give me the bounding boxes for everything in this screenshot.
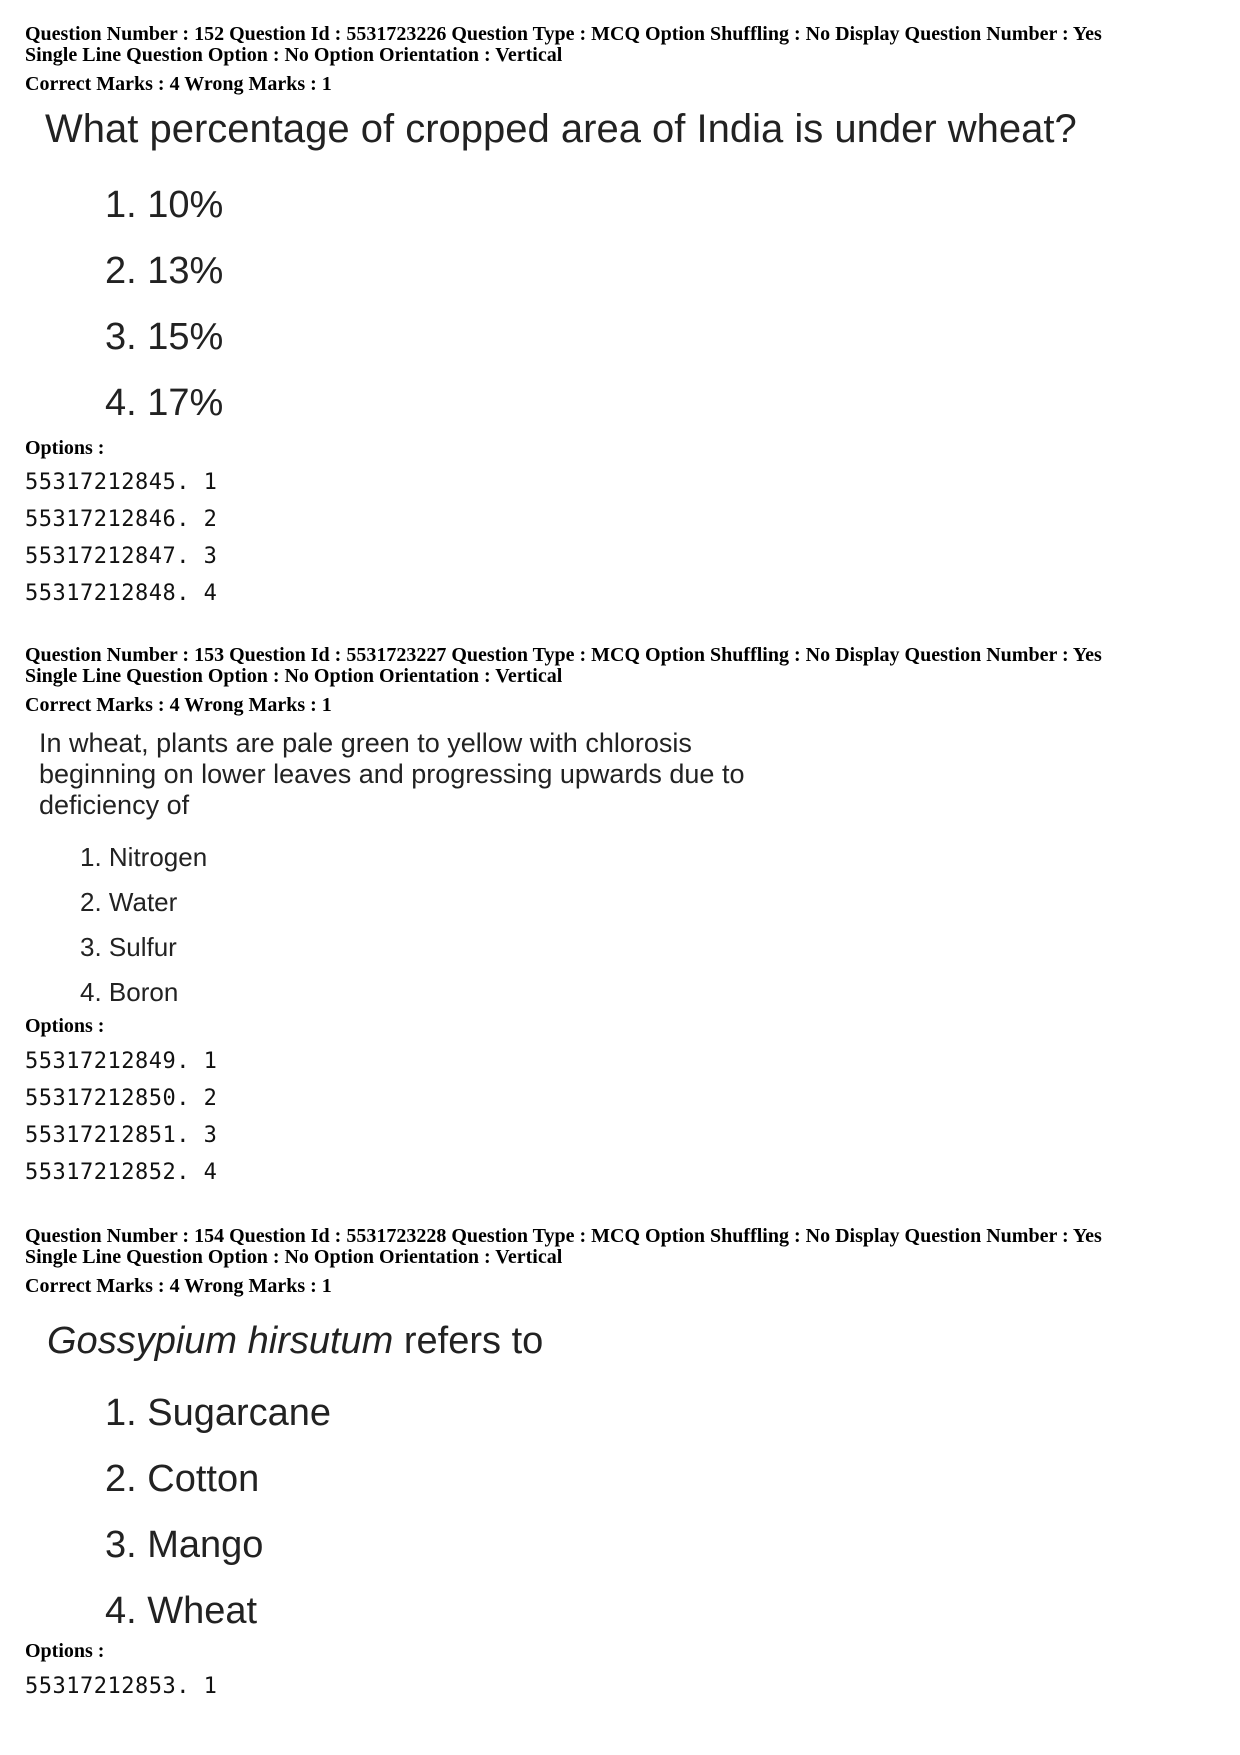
option-id-list	[25, 1668, 217, 1705]
choice-item: 4. Boron	[80, 977, 179, 1007]
options-label: Options :	[25, 1015, 105, 1037]
question-text-italic: Gossypium hirsutum	[47, 1320, 394, 1362]
choice-item: 2. Water	[80, 887, 178, 917]
question-meta-line2: Single Line Question Option : No Option Orientation : Vertical	[25, 1246, 563, 1268]
options-label: Options :	[25, 437, 105, 459]
question-text: What percentage of cropped area of India is under wheat?	[45, 107, 1077, 151]
question-154	[25, 1225, 1215, 1699]
choice-item: 3. 15%	[105, 316, 224, 358]
question-meta-line1: Question Number : 154 Question Id : 5531723228 Question Type : MCQ Option Shuffling : No Display Question Number : Yes	[25, 1225, 1102, 1247]
option-id-item: 55317212848. 4	[25, 581, 218, 606]
choice-item: 1. 10%	[105, 184, 224, 226]
choice-item: 3. Mango	[105, 1524, 264, 1566]
choice-list	[80, 835, 759, 1015]
question-image	[25, 728, 759, 1015]
choice-item: 2. Cotton	[105, 1458, 260, 1500]
choice-item: 1. Nitrogen	[80, 842, 208, 872]
question-image	[25, 106, 1077, 436]
question-image	[25, 1318, 543, 1644]
question-text-rest: refers to	[393, 1320, 544, 1362]
choice-item: 3. Sulfur	[80, 932, 177, 962]
question-marks: Correct Marks : 4 Wrong Marks : 1	[25, 1275, 332, 1297]
option-id-item: 55317212847. 3	[25, 544, 218, 569]
question-marks: Correct Marks : 4 Wrong Marks : 1	[25, 694, 332, 716]
choice-item: 4. Wheat	[105, 1590, 258, 1632]
option-id-item: 55317212849. 1	[25, 1049, 218, 1074]
choice-item: 4. 17%	[105, 382, 224, 424]
option-id-item: 55317212845. 1	[25, 470, 218, 495]
question-text: In wheat, plants are pale green to yellow with chlorosis beginning on lower leaves and progressing upwards due to deficiency of	[39, 728, 745, 820]
question-153	[25, 644, 1215, 1185]
question-text	[47, 1318, 543, 1364]
question-meta-line1: Question Number : 153 Question Id : 5531723227 Question Type : MCQ Option Shuffling : No Display Question Number : Yes	[25, 644, 1102, 666]
choice-item: 2. 13%	[105, 250, 224, 292]
option-id-item: 55317212846. 2	[25, 507, 218, 532]
option-id-list	[25, 1043, 217, 1191]
option-id-item: 55317212851. 3	[25, 1123, 218, 1148]
option-id-item: 55317212852. 4	[25, 1160, 218, 1185]
options-label: Options :	[25, 1640, 105, 1662]
option-id-item: 55317212850. 2	[25, 1086, 218, 1111]
choice-item: 1. Sugarcane	[105, 1392, 332, 1434]
question-marks: Correct Marks : 4 Wrong Marks : 1	[25, 73, 332, 95]
option-id-item: 55317212853. 1	[25, 1674, 218, 1699]
question-meta-line2: Single Line Question Option : No Option Orientation : Vertical	[25, 44, 563, 66]
choice-list	[105, 1380, 543, 1644]
question-meta-line1: Question Number : 152 Question Id : 5531723226 Question Type : MCQ Option Shuffling : No Display Question Number : Yes	[25, 23, 1102, 45]
question-meta-line2: Single Line Question Option : No Option Orientation : Vertical	[25, 665, 563, 687]
option-id-list	[25, 464, 217, 612]
choice-list	[105, 172, 1077, 436]
question-152	[25, 23, 1215, 606]
